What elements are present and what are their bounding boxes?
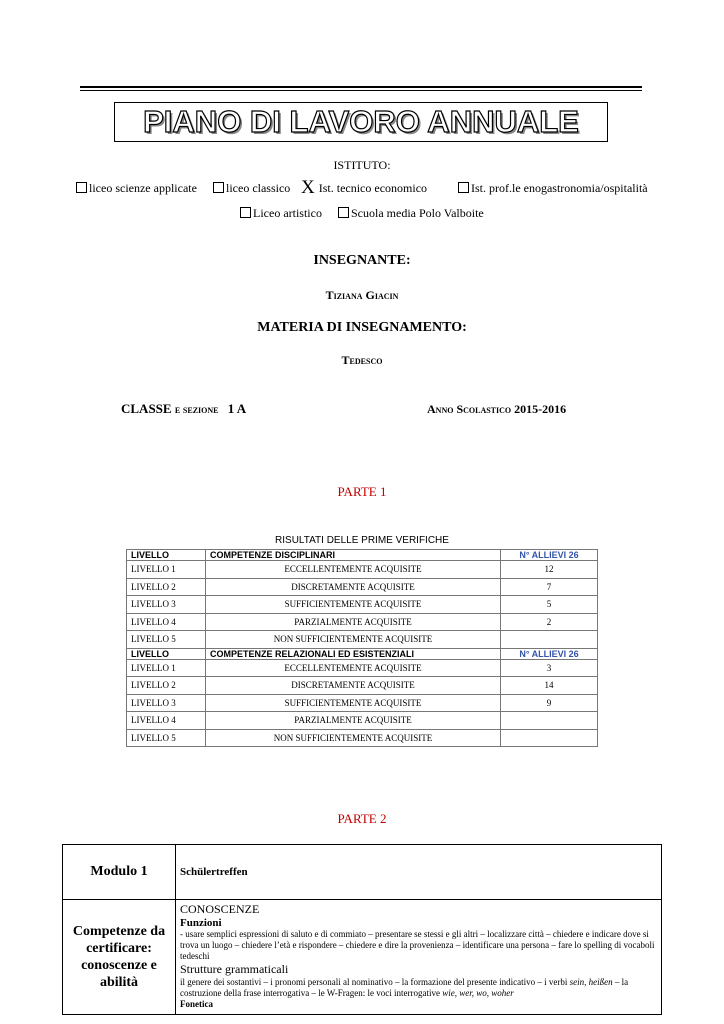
classe-sezione: CLASSE e sezione 1 A — [121, 401, 247, 416]
table-row: LIVELLO 3 SUFFICIENTEMENTE ACQUISITE 5 — [127, 596, 598, 614]
insegnante-name: Tiziana Giacin — [325, 288, 399, 302]
module-table — [62, 844, 662, 1015]
title-box — [114, 102, 608, 142]
table-row: LIVELLO 5 NON SUFFICIENTEMENTE ACQUISITE — [127, 729, 598, 747]
option-liceo-classico[interactable]: liceo classico — [213, 181, 290, 196]
table-header-row: LIVELLO COMPETENZE RELAZIONALI ED ESISTENZIALI N° ALLIEVI 26 — [127, 648, 598, 659]
competenze-row — [63, 900, 662, 1015]
table-row: LIVELLO 2 DISCRETAMENTE ACQUISITE 14 — [127, 677, 598, 695]
table-title: RISULTATI DELLE PRIME VERIFICHE — [275, 535, 449, 546]
competenze-label: Competenze da certificare: conoscenze e abilità — [63, 900, 176, 1015]
option-ist-prof-enogastronomia[interactable]: Ist. prof.le enogastronomia/ospitalità — [458, 181, 648, 196]
istituto-label: ISTITUTO: — [333, 158, 391, 172]
table-row: LIVELLO 3 SUFFICIENTEMENTE ACQUISITE 9 — [127, 694, 598, 712]
materia-name: Tedesco — [341, 353, 383, 367]
insegnante-label: INSEGNANTE: — [313, 253, 411, 268]
funzioni-heading: Funzioni — [180, 917, 222, 929]
page-title: PIANO DI LAVORO ANNUALE — [143, 104, 579, 139]
option-ist-tecnico-economico[interactable]: X Ist. tecnico economico — [301, 177, 428, 198]
table-row: LIVELLO 4 PARZIALMENTE ACQUISITE 2 — [127, 613, 598, 631]
table-row: LIVELLO 1 ECCELLENTEMENTE ACQUISITE 3 — [127, 659, 598, 677]
modulo-label: Modulo 1 — [63, 845, 176, 900]
parte1-heading: PARTE 1 — [337, 484, 387, 499]
option-scuola-media[interactable]: Scuola media Polo Valboite — [338, 206, 484, 221]
checkbox-icon — [76, 182, 87, 193]
table-row: LIVELLO 2 DISCRETAMENTE ACQUISITE 7 — [127, 578, 598, 596]
strutture-heading: Strutture grammaticali — [180, 962, 289, 976]
materia-label: MATERIA DI INSEGNAMENTO: — [257, 320, 467, 335]
fonetica-heading: Fonetica — [180, 999, 213, 1009]
anno-scolastico: Anno Scolastico 2015-2016 — [427, 402, 567, 416]
checkbox-icon — [458, 182, 469, 193]
checkbox-icon — [213, 182, 224, 193]
parte2-heading: PARTE 2 — [337, 811, 387, 826]
strutture-text: il genere dei sostantivi – i pronomi personali al nominativo – la formazione del presente indicativo – i verbi sein, heißen – la costruzione della frase interrogativa – le W-Fragen: le voci interrogative wie, wer, wo, woher — [180, 977, 629, 998]
module-row — [63, 845, 662, 900]
checkbox-icon — [240, 207, 251, 218]
option-liceo-scienze-applicate[interactable]: liceo scienze applicate — [76, 181, 197, 196]
funzioni-text: - usare semplici espressioni di saluto e di commiato – presentare se stessi e gli altri – localizzare città – chiedere e indicare dove si trova un luogo – chiedere l’età e rispondere – chiedere e dire la provenienza – identificare una persona – fare lo spelling di vocaboli tedeschi — [180, 929, 655, 961]
top-rule — [80, 86, 642, 88]
results-table — [126, 549, 598, 747]
conoscenze-heading: CONOSCENZE — [180, 902, 260, 916]
competenze-content — [176, 900, 662, 1015]
table-row: LIVELLO 1 ECCELLENTEMENTE ACQUISITE 12 — [127, 561, 598, 579]
table-row: LIVELLO 5 NON SUFFICIENTEMENTE ACQUISITE — [127, 631, 598, 649]
checkbox-icon — [338, 207, 349, 218]
x-mark-icon: X — [301, 177, 315, 198]
option-liceo-artistico[interactable]: Liceo artistico — [240, 206, 322, 221]
table-row: LIVELLO 4 PARZIALMENTE ACQUISITE — [127, 712, 598, 730]
top-rule-thin — [80, 90, 642, 91]
table-header-row: LIVELLO COMPETENZE DISCIPLINARI N° ALLIEVI 26 — [127, 550, 598, 561]
modulo-title: Schülertreffen — [176, 845, 662, 900]
